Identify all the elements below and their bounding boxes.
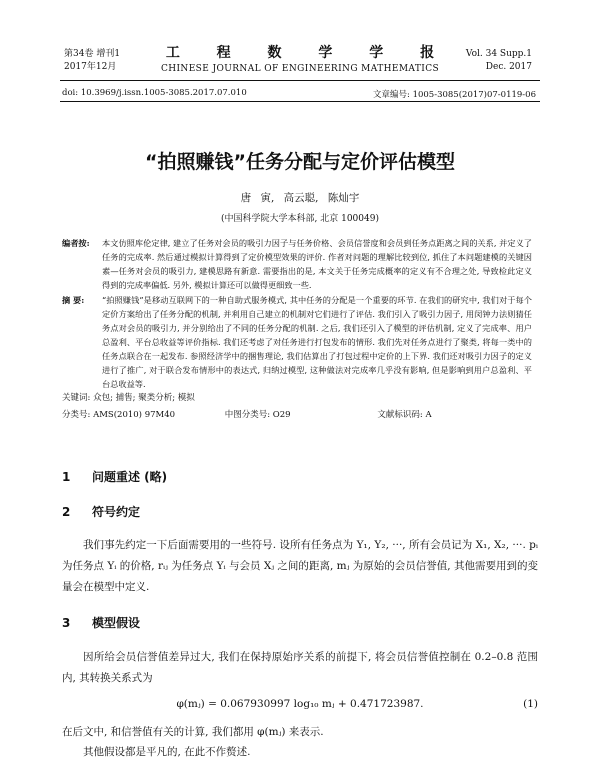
closing-assumption-text: 其他假设都是平凡的, 在此不作赘述.	[83, 746, 251, 758]
date-cn: 2017年12月	[64, 62, 117, 72]
journal-title-cn: 工 程 数 学 学 报	[165, 45, 451, 61]
volume-en: Vol. 34 Supp.1	[465, 49, 532, 59]
equation-expression: φ(mⱼ) = 0.067930997 log₁₀ mⱼ + 0.471723987.	[176, 698, 424, 710]
section-title: 符号约定	[92, 505, 141, 519]
section-title: 模型假设	[92, 616, 141, 630]
abstract	[62, 293, 537, 391]
paper-title: “拍照赚钱”任务分配与定价评估模型	[145, 151, 455, 173]
keywords: 关键词: 众包; 捕售; 聚类分析; 模拟	[62, 393, 195, 403]
section-3-heading	[62, 614, 140, 631]
abstract-label: 摘 要:	[62, 295, 85, 305]
classification	[62, 408, 542, 420]
article-number: 文章编号: 1005-3085(2017)07-0119-06	[373, 90, 536, 100]
doi-rule	[60, 101, 540, 102]
section-number: 3	[62, 616, 71, 630]
section-1-heading	[62, 468, 167, 485]
after-equation-text: 在后文中, 和信誉值有关的计算, 我们都用 φ(mⱼ) 来表示.	[62, 726, 324, 738]
clc-class: 中图分类号: O29	[224, 410, 291, 420]
section-2-heading	[62, 503, 140, 520]
doc-code: 文献标识码: A	[377, 410, 432, 420]
authors: 唐 寅, 高云聪, 陈灿宇	[240, 192, 360, 204]
section-2-paragraph: 我们事先约定一下后面需要用的一些符号. 设所有任务点为 Y₁, Y₂, ···, 所有会员记为 X₁, X₂, ···. pᵢ 为任务点 Yᵢ 的价格, rᵢⱼ 为任务点 Yᵢ 与会员 Xⱼ 之间的距离, mⱼ 为原始的会员信誉值, 其他需要用到的变量会在模型中定义.	[62, 539, 538, 593]
volume-cn: 第34卷 增刊1	[64, 49, 121, 59]
header-volume-date-en	[466, 48, 532, 74]
date-en: Dec. 2017	[485, 62, 532, 72]
ams-class: 分类号: AMS(2010) 97M40	[62, 410, 176, 420]
journal-title-en: CHINESE JOURNAL OF ENGINEERING MATHEMATICS	[160, 64, 440, 74]
editor-note	[62, 236, 537, 292]
affiliation: (中国科学院大学本科部, 北京 100049)	[221, 214, 379, 224]
section-3-paragraph: 因所给会员信誉值差异过大, 我们在保持原始序关系的前提下, 将会员信誉值控制在 0.2–0.8 范围内, 其转换关系式为	[62, 651, 538, 684]
abstract-text: “拍照赚钱”是移动互联网下的一种自助式服务模式, 其中任务的分配是一个重要的环节. 在我们的研究中, 我们对于每个定价方案给出了任务分配的机制, 并利用自己建立的机制对它们进行了评估. 我们引入了吸引力因子, 用闵钟力法则猜任务点对会员的吸引力, 并分别给出了不同的任务分配的机制. 之后, 我们还引入了模型的评估机制, 定义了完成率、用户总盈利、平台总收益等评价指标. 我们还考虑了对任务进行打包发布的情形. 我们先对任务点进行了聚类, 将每一类中的任务点联合在一起发布. 参照经济学中的捆售理论, 我们估算出了打包过程中定价的上下界. 我们还对吸引力因子的定义进行了推广, 对于联合发布情形中的表达式, 归纳过模型, 这种做法对完成率几乎没有影响, 但是影响到用户总盈利、平台总收益等.	[102, 295, 532, 389]
editor-note-label: 编者按:	[62, 238, 90, 248]
section-number: 1	[62, 470, 71, 484]
header-rule	[60, 80, 540, 81]
editor-note-text: 本文仿照库伦定律, 建立了任务对会员的吸引力因子与任务价格、会员信誉度和会员到任务点距离之间的关系, 并定义了任务的完成率. 然后通过模拟计算得到了定价模型效果的评价. 作者对问题的理解比较到位, 抓住了本问题建模的关键因素—任务对会员的吸引力, 建模思路有新意. 需要指出的是, 本文关于任务完成概率的定义有不合理之处, 导致检此定义得到的完成率偏低. 另外, 模拟计算还可以做得更细致一些.	[102, 238, 532, 290]
doi: doi: 10.3969/j.issn.1005-3085.2017.07.010	[62, 88, 247, 98]
section-number: 2	[62, 505, 71, 519]
section-title: 问题重述 (略)	[92, 470, 168, 484]
equation-number: (1)	[523, 698, 538, 710]
